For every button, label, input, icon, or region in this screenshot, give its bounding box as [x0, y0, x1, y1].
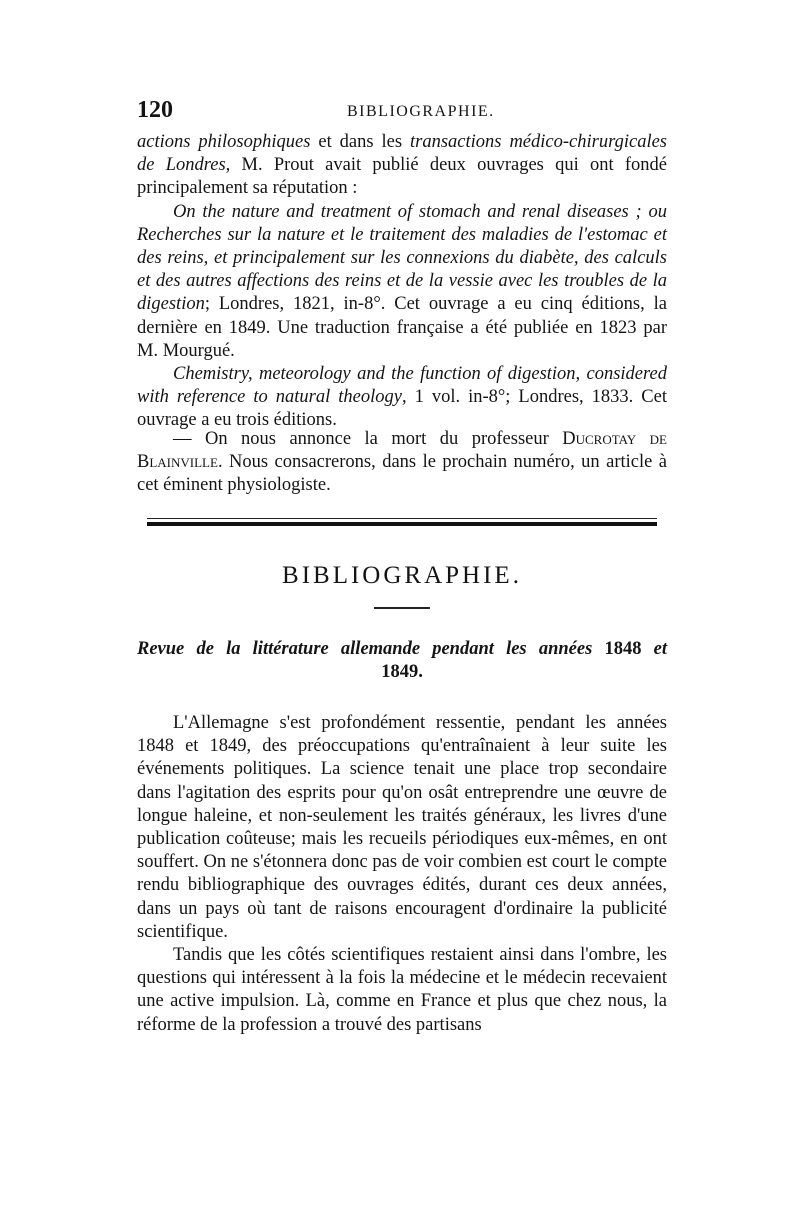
prout-paragraph-2: On the nature and treatment of stomach and renal diseases ; ou Recherches sur la nature et le traitement des maladies de l'estomac et des reins, et principalement sur les connexions du diabète, des calculs et des autres affections des reins et de la vessie avec les troubles de la digestion; Londres, 1821, in-8°. Cet ouvrage a eu cinq éditions, la dernière en 1849. Une traduction française a été publiée en 1823 par M. Mourgué.	[137, 201, 667, 361]
body-paragraph-2: Tandis que les côtés scientifiques restaient ainsi dans l'ombre, les questions qui intéressent à la fois la médecine et le médecin recevaient une active impulsion. Là, comme en France et plus que chez nous, la réforme de la profession a trouvé des partisans	[137, 945, 667, 1035]
body-paragraph-1: L'Allemagne s'est profondément ressentie, pendant les années 1848 et 1849, des préoccupations qu'entraînaient à leur suite les événements politiques. La science tenait une place trop secondaire dans l'agitation des esprits pour qu'on osât entreprendre une œuvre de longue haleine, et non-seulement les traités généraux, les livres d'une publication coûteuse; mais les recueils périodiques eux-mêmes, en ont souffert. On ne s'étonnera donc pas de voir combien est court le compte rendu bibliographique des ouvrages édités, durant ces deux années, dans un pays où tant de raisons encouragent d'ordinaire la publicité scientifique.	[137, 713, 667, 942]
review-title: Revue de la littérature allemande pendant les années 1848 et 1849.	[137, 639, 668, 683]
section-title: BIBLIOGRAPHIE.	[282, 562, 522, 589]
page-number: 120	[137, 97, 173, 123]
prout-section	[137, 131, 667, 433]
announcement	[137, 428, 667, 498]
title-divider	[374, 607, 430, 609]
page-header	[137, 97, 671, 127]
announcement-paragraph: — On nous annonce la mort du professeur Ducrotay de Blainville. Nous consacrerons, dans le prochain numéro, un article à cet éminent physiologiste.	[137, 429, 667, 496]
prout-paragraph-3: Chemistry, meteorology and the function of digestion, considered with reference to natural theology, 1 vol. in-8°; Londres, 1833. Cet ouvrage a eu trois éditions.	[137, 364, 667, 431]
section-divider	[147, 518, 657, 526]
running-head: BIBLIOGRAPHIE.	[347, 103, 495, 120]
prout-paragraph-1: actions philosophiques et dans les transactions médico-chirurgicales de Londres, M. Prout avait publié deux ouvrages qui ont fondé principalement sa réputation :	[137, 132, 667, 199]
review-body	[137, 712, 667, 1037]
announcement-name: Ducrotay de Blainville	[137, 429, 667, 473]
